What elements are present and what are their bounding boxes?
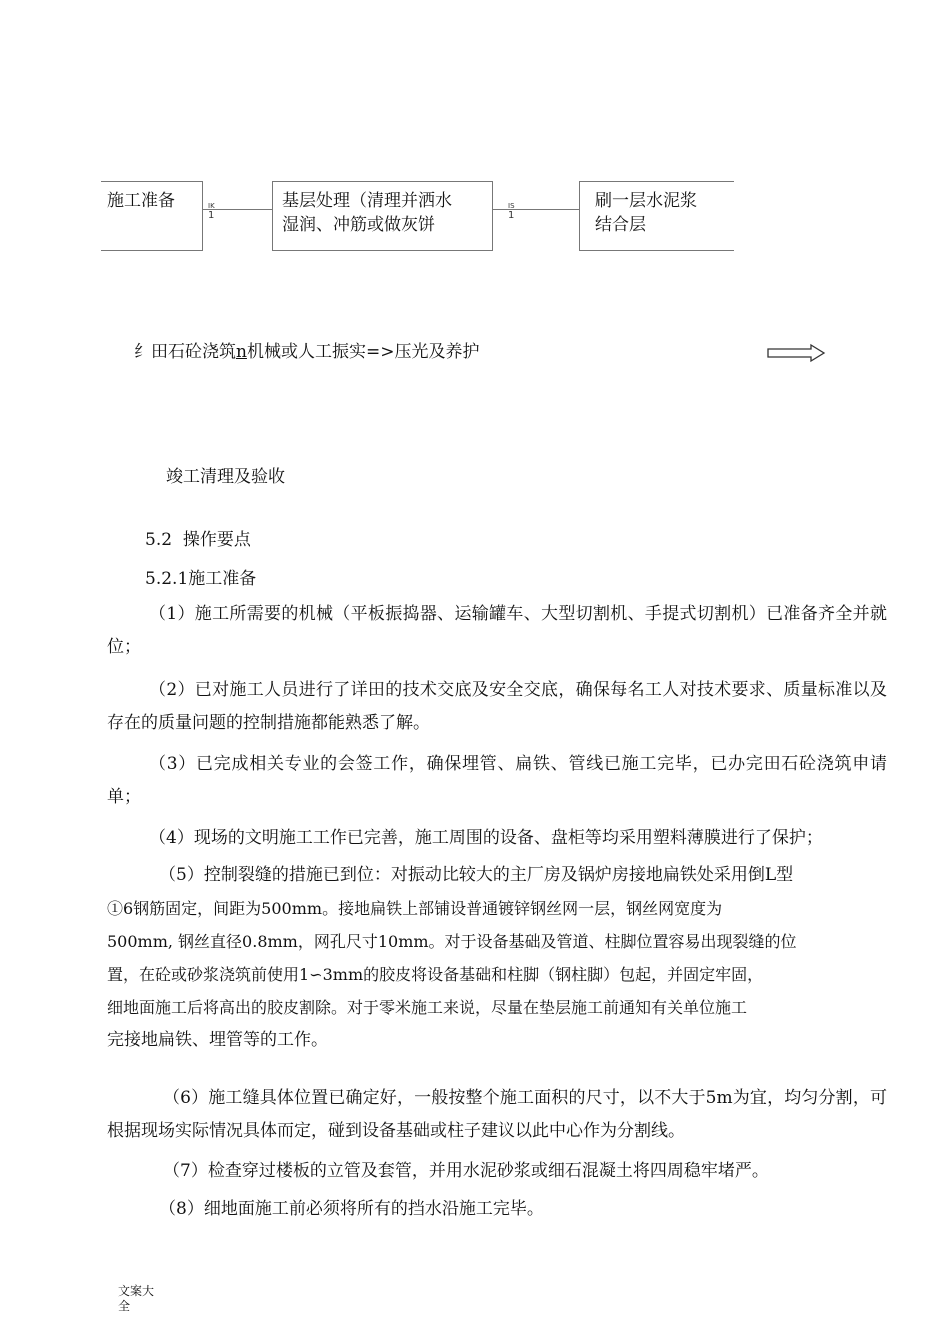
paragraph-5 — [107, 859, 887, 1057]
flow-box-construction-prep — [101, 181, 203, 251]
paragraph-3: （3）已完成相关专业的会签工作，确保埋管、扁铁、管线已施工完毕，已办完田石砼浇筑申请单； — [107, 754, 887, 807]
paragraph-5-line-3: 500mm, 钢丝直径0.8mm，网孔尺寸10mm。对于设备基础及管道、柱脚位置容易出现裂缝的位 — [107, 932, 797, 951]
flow-row-2-rest: 机械或人工振实=>压光及养护 — [246, 342, 480, 362]
connector-2-label: IS — [508, 202, 515, 210]
flow-row-2-n: n — [236, 342, 247, 362]
paragraph-1: （1）施工所需要的机械（平板振捣器、运输罐车、大型切割机、手提式切割机）已准备齐全并就位； — [107, 604, 887, 657]
paragraph-5-line-1: （5）控制裂缝的措施已到位：对振动比较大的主厂房及锅炉房接地扁铁处采用倒L型 — [159, 865, 794, 885]
flow-row-2 — [134, 340, 479, 364]
section-heading: 5.2 操作要点 — [145, 530, 251, 550]
footer-text: 文案大全 — [118, 1284, 155, 1313]
connector-2-number: 1 — [508, 210, 515, 221]
flow-box-label-line1: 刷一层水泥浆 — [595, 191, 697, 211]
flow-final-step: 竣工清理及验收 — [166, 467, 285, 487]
paragraph-7: （7）检查穿过楼板的立管及套管，并用水泥砂浆或细石混凝土将四周稳牢堵严。 — [163, 1161, 769, 1181]
paragraph-4: （4）现场的文明施工工作已完善，施工周围的设备、盘柜等均采用塑料薄膜进行了保护； — [149, 828, 823, 848]
flow-box-label-line2: 结合层 — [595, 215, 646, 235]
paragraph-5-line-4: 置，在砼或砂浆浇筑前使用1∽3mm的胶皮将设备基础和柱脚（钢柱脚）包起，并固定牢固， — [107, 965, 764, 984]
right-arrow-icon — [766, 343, 828, 363]
flow-box-label-line2: 湿润、冲筋或做灰饼 — [282, 215, 435, 235]
paragraph-2: （2）已对施工人员进行了详田的技术交底及安全交底，确保每名工人对技术要求、质量标准以及存在的质量问题的控制措施都能熟悉了解。 — [107, 680, 887, 733]
paragraph-5-line-6: 完接地扁铁、埋管等的工作。 — [107, 1030, 328, 1050]
flow-row-2-prefix: 纟田石砼浇筑 — [134, 342, 236, 362]
connector-1-label: IK — [208, 202, 215, 210]
paragraph-8: （8）细地面施工前必须将所有的挡水沿施工完毕。 — [159, 1199, 544, 1219]
flow-box-cement-slurry — [579, 181, 734, 251]
flow-connector-2 — [493, 209, 579, 210]
flow-box-label: 施工准备 — [107, 191, 175, 211]
connector-1-number: 1 — [208, 210, 215, 221]
flow-box-label-line1: 基层处理（清理并洒水 — [282, 191, 452, 211]
paragraph-5-line-5: 细地面施工后将高出的胶皮割除。对于零米施工来说，尽量在垫层施工前通知有关单位施工 — [107, 998, 748, 1017]
subsection-heading: 5.2.1施工准备 — [145, 569, 257, 589]
paragraph-6: （6）施工缝具体位置已确定好，一般按整个施工面积的尺寸，以不大于5m为宜，均匀分割，可根据现场实际情况具体而定，碰到设备基础或柱子建议以此中心作为分割线。 — [107, 1088, 887, 1141]
flow-box-base-treatment — [272, 181, 493, 251]
paragraph-5-line-2: ①6钢筋固定，间距为500mm。接地扁铁上部铺设普通镀锌钢丝网一层，钢丝网宽度为 — [107, 899, 723, 918]
